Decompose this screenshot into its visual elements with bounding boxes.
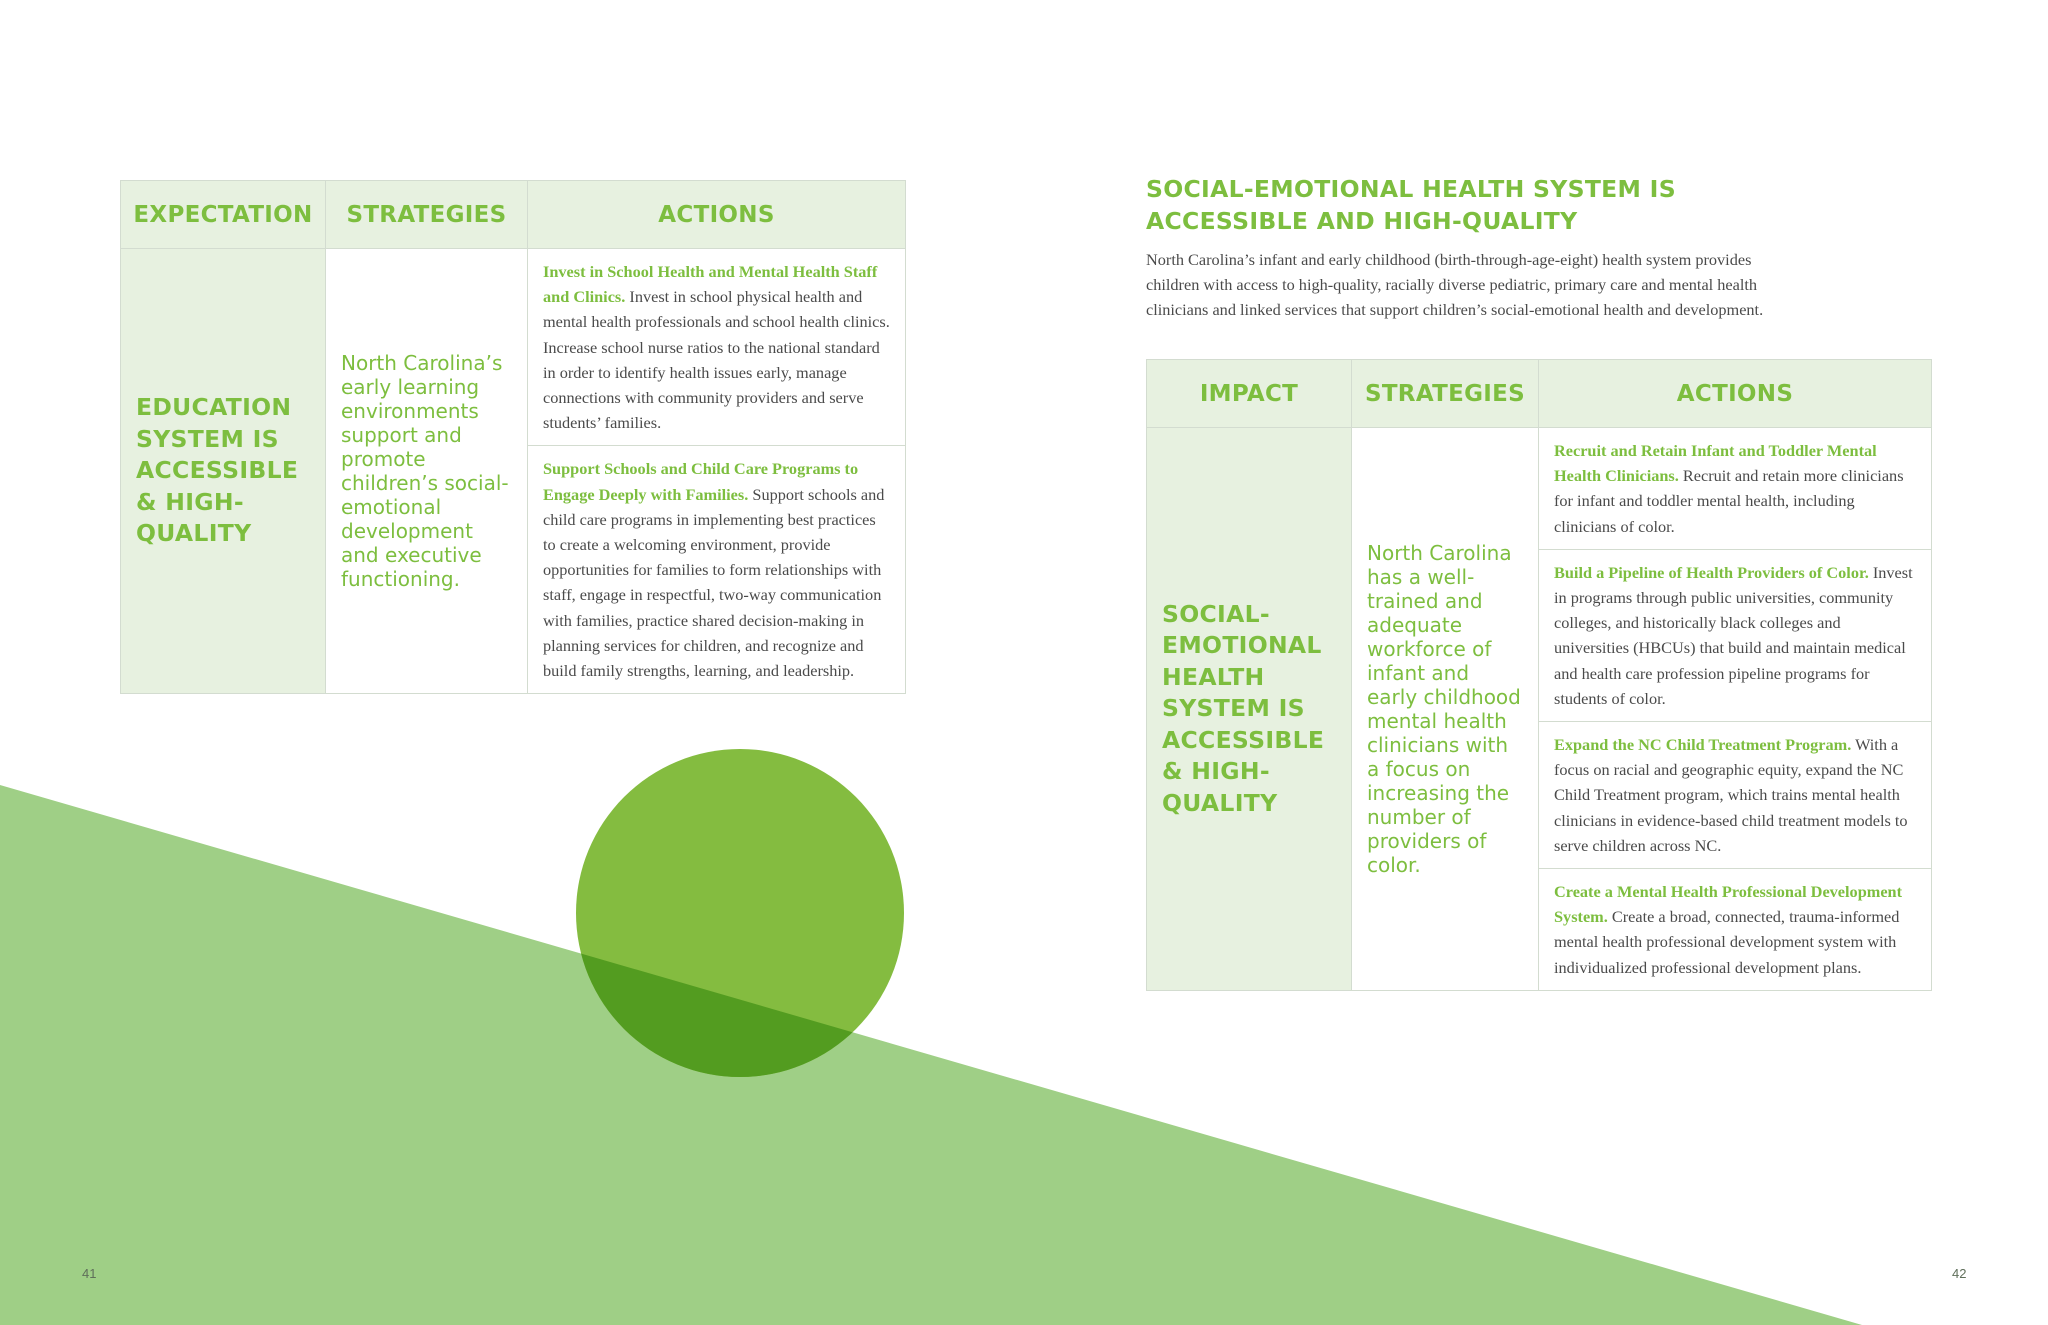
action-description: Invest in programs through public universities, community colleges, and historically black colleges and universities (HBCUs) that build and maintain medical and health care profession pipeline programs for students of color.	[1554, 562, 1913, 708]
action-item	[543, 259, 891, 435]
section-intro-text: North Carolina’s infant and early childhood (birth-through-age-eight) health system provides children with access to high-quality, racially diverse pediatric, primary care and mental health clinicians and linked services that support children’s social-emotional health and development.	[1146, 250, 1764, 320]
header-strategies: STRATEGIES	[1352, 360, 1539, 428]
action-title: Recruit and Retain Infant and Toddler Mental Health Clinicians.	[1554, 441, 1877, 486]
action-item	[1554, 560, 1917, 711]
action-description: With a focus on racial and geographic equity, expand the NC Child Treatment program, which trains mental health clinicians in evidence-based child treatment models to serve children across NC.	[1554, 735, 1908, 855]
action-title: Create a Mental Health Professional Development System.	[1554, 882, 1903, 927]
expectation-heading: EDUCATION SYSTEM IS ACCESSIBLE & HIGH-QUALITY	[136, 393, 299, 548]
action-cell	[528, 249, 906, 446]
action-title: Support Schools and Child Care Programs to Engage Deeply with Families.	[543, 459, 859, 504]
header-actions: ACTIONS	[1539, 360, 1932, 428]
impact-cell	[1147, 428, 1352, 991]
page-number-right: 42	[1952, 1266, 1967, 1281]
action-title: Invest in School Health and Mental Health Staff and Clinics.	[543, 262, 878, 307]
page-number-left: 41	[82, 1266, 97, 1281]
section-title: SOCIAL-EMOTIONAL HEALTH SYSTEM IS ACCESSIBLE AND HIGH-QUALITY	[1146, 175, 1676, 235]
header-strategies: STRATEGIES	[326, 181, 528, 249]
action-cell	[1539, 428, 1932, 550]
action-item	[1554, 879, 1917, 980]
table-row	[1147, 428, 1932, 550]
expectation-cell	[121, 249, 326, 694]
action-item	[543, 456, 891, 683]
action-cell	[1539, 549, 1932, 721]
action-item	[1554, 732, 1917, 858]
education-table	[120, 180, 906, 694]
table-header-row	[121, 181, 906, 249]
strategy-text: North Carolina has a well-trained and adequate workforce of infant and early childhood mental health clinicians with a focus on increasing the number of providers of color.	[1367, 540, 1521, 877]
strategy-text: North Carolina’s early learning environments support and promote children’s social-emotional development and executive functioning.	[341, 351, 509, 592]
action-title: Build a Pipeline of Health Providers of Color.	[1554, 562, 1869, 582]
action-cell	[1539, 869, 1932, 991]
action-description: Create a broad, connected, trauma-informed mental health professional development system with individualized professional development plans.	[1554, 907, 1900, 977]
table-header-row	[1147, 360, 1932, 428]
impact-heading: SOCIAL-EMOTIONAL HEALTH SYSTEM IS ACCESSIBLE & HIGH-QUALITY	[1162, 599, 1325, 817]
header-actions: ACTIONS	[528, 181, 906, 249]
action-cell	[1539, 722, 1932, 869]
header-expectation: EXPECTATION	[121, 181, 326, 249]
action-title: Expand the NC Child Treatment Program.	[1554, 735, 1852, 755]
strategy-cell	[1352, 428, 1539, 991]
action-description: Recruit and retain more clinicians for infant and toddler mental health, including clinicians of color.	[1554, 466, 1904, 536]
table-row	[121, 249, 906, 446]
social-emotional-table	[1146, 359, 1932, 991]
strategy-cell	[326, 249, 528, 694]
action-description: Invest in school physical health and mental health professionals and school health clinics. Increase school nurse ratios to the national standard in order to identify health issues early, manage connections with community providers and serve students’ families.	[543, 287, 890, 433]
action-cell	[528, 446, 906, 694]
action-item	[1554, 438, 1917, 539]
header-impact: IMPACT	[1147, 360, 1352, 428]
action-description: Support schools and child care programs in implementing best practices to create a welcoming environment, provide opportunities for families to form relationships with staff, engage in respectful, two-way communication with families, practice shared decision-making in planning services for children, and recognize and build family strengths, learning, and leadership.	[543, 484, 885, 681]
